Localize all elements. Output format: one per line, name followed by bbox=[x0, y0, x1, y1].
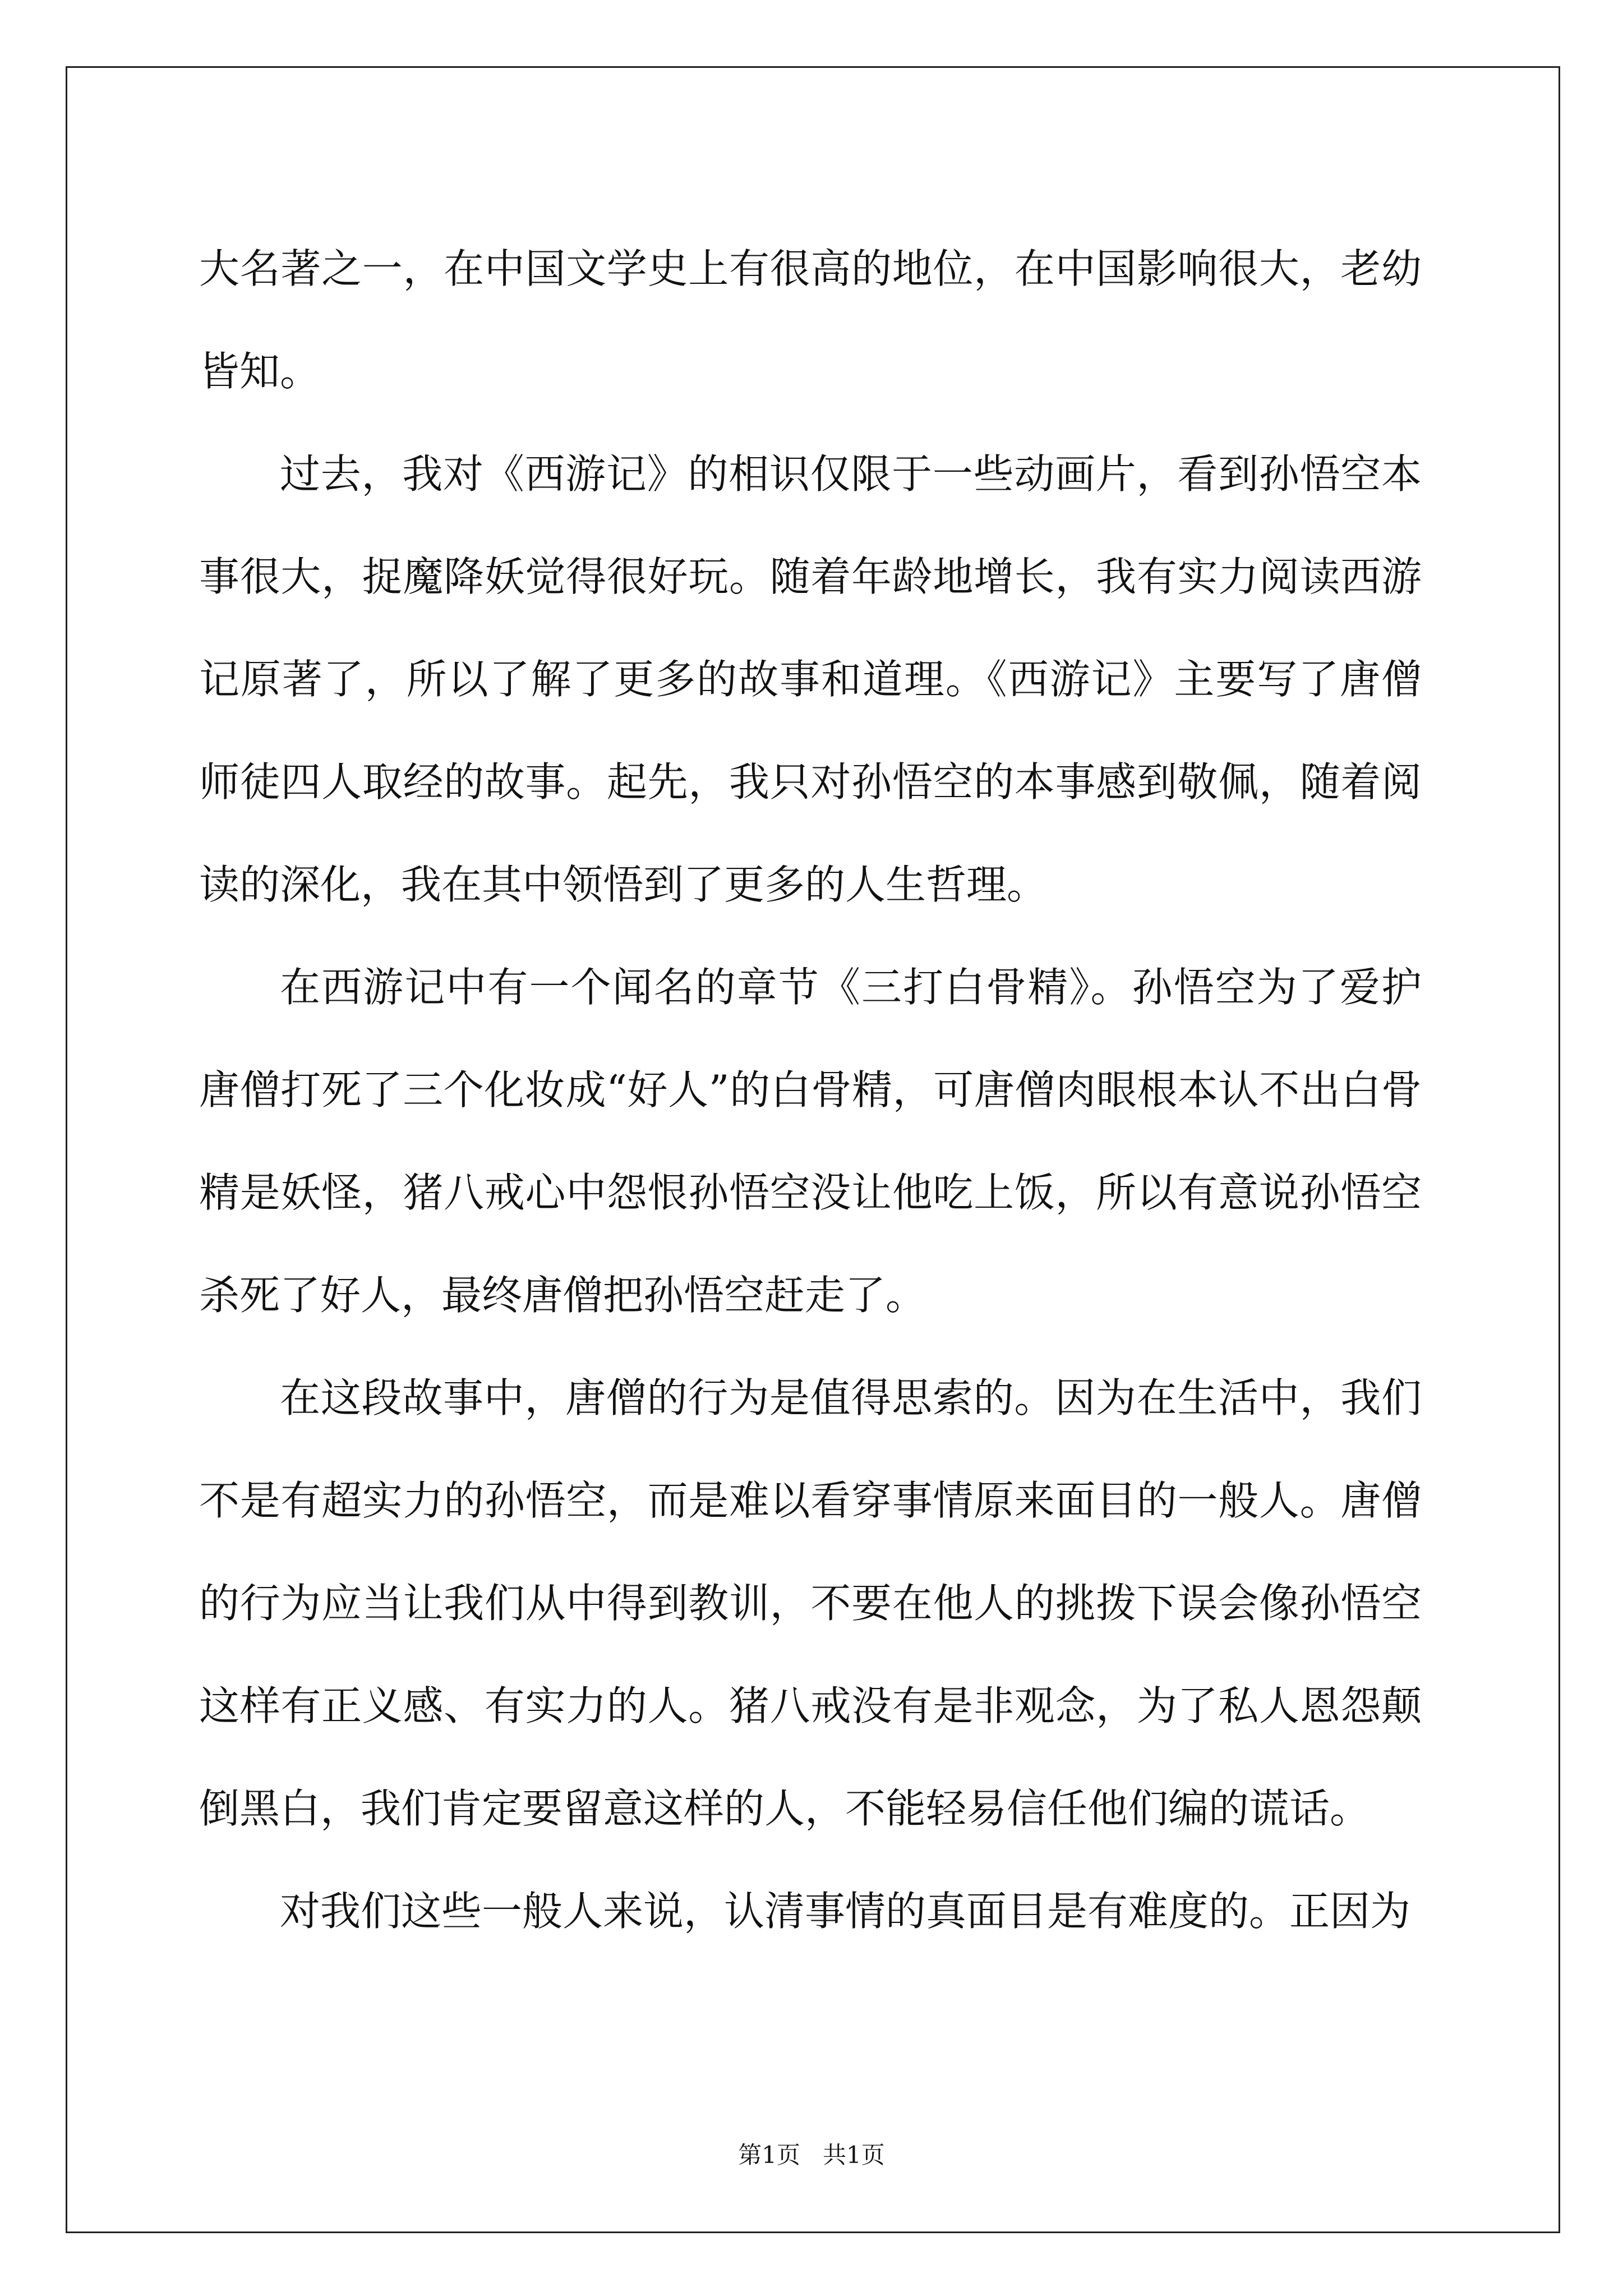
paragraph-1: 大名著之一，在中国文学史上有很高的地位，在中国影响很大，老幼皆知。 bbox=[199, 245, 1422, 395]
document-body bbox=[199, 218, 1422, 1963]
paragraph-4: 在这段故事中，唐僧的行为是值得思索的。因为在生活中，我们不是有超实力的孙悟空，而是难以看穿事情原来面目的一般人。唐僧的行为应当让我们从中得到教训，不要在他人的挑拨下误会像孙悟空这样有正义感、有实力的人。猪八戒没有是非观念，为了私人恩怨颠倒黑白，我们肯定要留意这样的人，不能轻易信任他们编的谎话。 bbox=[199, 1374, 1422, 1832]
page-footer bbox=[0, 2138, 1623, 2172]
page-number: 第1页 共1页 bbox=[738, 2141, 885, 2169]
paragraph-2: 过去，我对《西游记》的相识仅限于一些动画片，看到孙悟空本事很大，捉魔降妖觉得很好玩。随着年龄地增长，我有实力阅读西游记原著了，所以了解了更多的故事和道理。《西游记》主要写了唐僧师徒四人取经的故事。起先，我只对孙悟空的本事感到敬佩，随着阅读的深化，我在其中领悟到了更多的人生哲理。 bbox=[199, 450, 1422, 908]
paragraph-5: 对我们这些一般人来说，认清事情的真面目是有难度的。正因为 bbox=[280, 1888, 1411, 1935]
paragraph-3: 在西游记中有一个闻名的章节《三打白骨精》。孙悟空为了爱护唐僧打死了三个化妆成“好人”的白骨精，可唐僧肉眼根本认不出白骨精是妖怪，猪八戒心中怨恨孙悟空没让他吃上饭，所以有意说孙悟空杀死了好人，最终唐僧把孙悟空赶走了。 bbox=[199, 964, 1422, 1319]
